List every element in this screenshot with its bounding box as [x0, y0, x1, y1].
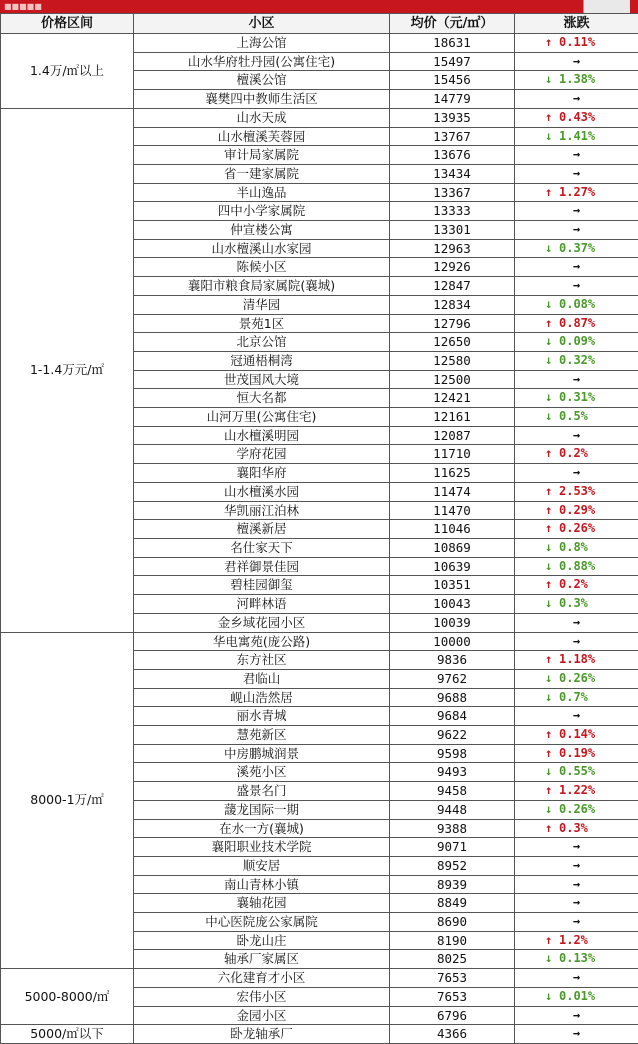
community-name: 清华园 — [134, 295, 390, 314]
community-name: 山水檀溪芙蓉园 — [134, 127, 390, 146]
average-price: 9622 — [390, 726, 515, 745]
average-price: 11474 — [390, 482, 515, 501]
average-price: 10869 — [390, 538, 515, 557]
arrow-up-icon: ↑ — [545, 745, 559, 763]
arrow-down-icon: ↓ — [545, 408, 559, 426]
community-name: 华凯丽江泊林 — [134, 501, 390, 520]
change-percent: 0.01% — [559, 989, 595, 1003]
community-name: 山水檀溪水园 — [134, 482, 390, 501]
average-price: 13767 — [390, 127, 515, 146]
average-price: 11625 — [390, 464, 515, 483]
arrow-down-icon: ↓ — [545, 71, 559, 89]
community-name: 檀溪公馆 — [134, 71, 390, 90]
average-price: 9448 — [390, 800, 515, 819]
arrow-down-icon: ↓ — [545, 988, 559, 1006]
community-name: 岘山浩然居 — [134, 688, 390, 707]
price-change — [515, 501, 638, 520]
price-change — [515, 726, 638, 745]
price-change — [515, 370, 638, 389]
community-name: 世茂国风大境 — [134, 370, 390, 389]
average-price: 13935 — [390, 108, 515, 127]
arrow-up-icon: ↑ — [545, 520, 559, 538]
change-percent: 0.3% — [559, 596, 588, 610]
community-name: 君临山 — [134, 669, 390, 688]
price-change — [515, 950, 638, 969]
price-change — [515, 838, 638, 857]
price-change — [515, 127, 638, 146]
arrow-up-icon: ↑ — [545, 445, 559, 463]
price-change — [515, 52, 638, 71]
table-row — [1, 108, 638, 127]
average-price: 15497 — [390, 52, 515, 71]
change-percent: 1.27% — [559, 185, 595, 199]
average-price: 12650 — [390, 333, 515, 352]
col-header-price: 均价（元/㎡） — [390, 14, 515, 34]
price-change — [515, 71, 638, 90]
average-price: 11470 — [390, 501, 515, 520]
average-price: 9598 — [390, 744, 515, 763]
community-name: 六化建育才小区 — [134, 969, 390, 988]
arrow-right-icon: → — [570, 876, 584, 894]
price-change — [515, 538, 638, 557]
community-name: 中房鹏城润景 — [134, 744, 390, 763]
average-price: 11046 — [390, 520, 515, 539]
community-name: 名仕家天下 — [134, 538, 390, 557]
average-price: 8952 — [390, 856, 515, 875]
price-change — [515, 277, 638, 296]
community-name: 中心医院庞公家属院 — [134, 913, 390, 932]
community-name: 襄阳职业技术学院 — [134, 838, 390, 857]
average-price: 4366 — [390, 1025, 515, 1044]
arrow-up-icon: ↑ — [545, 782, 559, 800]
price-range-label: 1-1.4万元/㎡ — [1, 108, 134, 632]
community-name: 襄轴花园 — [134, 894, 390, 913]
average-price: 13434 — [390, 164, 515, 183]
price-change — [515, 576, 638, 595]
table-row — [1, 34, 638, 53]
arrow-down-icon: ↓ — [545, 539, 559, 557]
average-price: 12087 — [390, 426, 515, 445]
arrow-down-icon: ↓ — [545, 950, 559, 968]
change-percent: 0.2% — [559, 577, 588, 591]
average-price: 9688 — [390, 688, 515, 707]
arrow-down-icon: ↓ — [545, 296, 559, 314]
community-name: 盛景名门 — [134, 782, 390, 801]
community-name: 宏伟小区 — [134, 987, 390, 1006]
change-percent: 0.31% — [559, 390, 595, 404]
price-change — [515, 239, 638, 258]
average-price: 9388 — [390, 819, 515, 838]
community-name: 山水天成 — [134, 108, 390, 127]
arrow-right-icon: → — [570, 894, 584, 912]
community-name: 省一建家属院 — [134, 164, 390, 183]
header-banner — [0, 0, 638, 13]
average-price: 10039 — [390, 613, 515, 632]
community-name: 襄阳市粮食局家属院(襄城) — [134, 277, 390, 296]
price-change — [515, 1025, 638, 1044]
price-change — [515, 202, 638, 221]
arrow-right-icon: → — [570, 258, 584, 276]
average-price: 9836 — [390, 651, 515, 670]
change-percent: 1.22% — [559, 783, 595, 797]
average-price: 12926 — [390, 258, 515, 277]
community-name: 君祥御景佳园 — [134, 557, 390, 576]
price-change — [515, 351, 638, 370]
price-change — [515, 445, 638, 464]
average-price: 9762 — [390, 669, 515, 688]
qr-badge-icon — [583, 0, 630, 13]
price-change — [515, 90, 638, 109]
price-change — [515, 913, 638, 932]
arrow-right-icon: → — [570, 277, 584, 295]
community-name: 襄樊四中教师生活区 — [134, 90, 390, 109]
average-price: 10351 — [390, 576, 515, 595]
change-percent: 0.2% — [559, 446, 588, 460]
change-percent: 0.8% — [559, 540, 588, 554]
change-percent: 0.88% — [559, 559, 595, 573]
community-name: 慧苑新区 — [134, 726, 390, 745]
average-price: 10639 — [390, 557, 515, 576]
price-change — [515, 632, 638, 651]
price-change — [515, 258, 638, 277]
arrow-down-icon: ↓ — [545, 240, 559, 258]
average-price: 9458 — [390, 782, 515, 801]
arrow-right-icon: → — [570, 464, 584, 482]
price-change — [515, 819, 638, 838]
change-percent: 0.13% — [559, 951, 595, 965]
average-price: 11710 — [390, 445, 515, 464]
price-change — [515, 894, 638, 913]
price-range-label: 5000/㎡以下 — [1, 1025, 134, 1044]
change-percent: 1.18% — [559, 652, 595, 666]
price-change — [515, 295, 638, 314]
price-change — [515, 482, 638, 501]
average-price: 12500 — [390, 370, 515, 389]
arrow-right-icon: → — [570, 146, 584, 164]
price-change — [515, 314, 638, 333]
community-name: 陈候小区 — [134, 258, 390, 277]
table-row — [1, 1025, 638, 1044]
price-change — [515, 557, 638, 576]
arrow-right-icon: → — [570, 838, 584, 856]
price-change — [515, 969, 638, 988]
community-name: 山水华府牡丹园(公寓住宅) — [134, 52, 390, 71]
arrow-right-icon: → — [570, 221, 584, 239]
change-percent: 1.41% — [559, 129, 595, 143]
average-price: 12847 — [390, 277, 515, 296]
change-percent: 0.3% — [559, 821, 588, 835]
community-name: 冠通梧桐湾 — [134, 351, 390, 370]
arrow-up-icon: ↑ — [545, 502, 559, 520]
community-name: 金园小区 — [134, 1006, 390, 1025]
change-percent: 0.5% — [559, 409, 588, 423]
average-price: 18631 — [390, 34, 515, 53]
price-change — [515, 688, 638, 707]
price-change — [515, 333, 638, 352]
change-percent: 2.53% — [559, 484, 595, 498]
change-percent: 0.26% — [559, 671, 595, 685]
arrow-up-icon: ↑ — [545, 34, 559, 52]
average-price: 10000 — [390, 632, 515, 651]
price-change — [515, 595, 638, 614]
community-name: 在水一方(襄城) — [134, 819, 390, 838]
average-price: 8690 — [390, 913, 515, 932]
community-name: 恒大名都 — [134, 389, 390, 408]
table-body — [1, 34, 638, 1044]
community-name: 山水檀溪明园 — [134, 426, 390, 445]
community-name: 檀溪新居 — [134, 520, 390, 539]
average-price: 12963 — [390, 239, 515, 258]
average-price: 6796 — [390, 1006, 515, 1025]
average-price: 7653 — [390, 987, 515, 1006]
change-percent: 0.14% — [559, 727, 595, 741]
arrow-up-icon: ↑ — [545, 184, 559, 202]
community-name: 四中小学家属院 — [134, 202, 390, 221]
average-price: 8849 — [390, 894, 515, 913]
table-header-row — [1, 14, 638, 34]
community-name: 上海公馆 — [134, 34, 390, 53]
community-name: 东方社区 — [134, 651, 390, 670]
community-name: 南山青林小镇 — [134, 875, 390, 894]
price-change — [515, 800, 638, 819]
arrow-up-icon: ↑ — [545, 651, 559, 669]
change-percent: 0.26% — [559, 521, 595, 535]
arrow-right-icon: → — [570, 165, 584, 183]
average-price: 7653 — [390, 969, 515, 988]
change-percent: 0.08% — [559, 297, 595, 311]
arrow-right-icon: → — [570, 202, 584, 220]
community-name: 半山逸品 — [134, 183, 390, 202]
arrow-right-icon: → — [570, 90, 584, 108]
price-change — [515, 183, 638, 202]
community-name: 蘐龙国际一期 — [134, 800, 390, 819]
community-name: 学府花园 — [134, 445, 390, 464]
price-change — [515, 875, 638, 894]
arrow-down-icon: ↓ — [545, 763, 559, 781]
average-price: 12796 — [390, 314, 515, 333]
price-change — [515, 520, 638, 539]
average-price: 12161 — [390, 408, 515, 427]
average-price: 8025 — [390, 950, 515, 969]
arrow-right-icon: → — [570, 427, 584, 445]
change-percent: 0.29% — [559, 503, 595, 517]
change-percent: 1.2% — [559, 933, 588, 947]
community-name: 碧桂园御玺 — [134, 576, 390, 595]
average-price: 12580 — [390, 351, 515, 370]
arrow-up-icon: ↑ — [545, 109, 559, 127]
arrow-right-icon: → — [570, 913, 584, 931]
average-price: 13333 — [390, 202, 515, 221]
average-price: 10043 — [390, 595, 515, 614]
price-change — [515, 856, 638, 875]
price-range-label: 1.4万/㎡以上 — [1, 34, 134, 109]
table-row — [1, 632, 638, 651]
arrow-down-icon: ↓ — [545, 352, 559, 370]
price-change — [515, 146, 638, 165]
arrow-right-icon: → — [570, 1025, 584, 1043]
arrow-down-icon: ↓ — [545, 389, 559, 407]
price-change — [515, 707, 638, 726]
average-price: 9684 — [390, 707, 515, 726]
arrow-right-icon: → — [570, 53, 584, 71]
arrow-up-icon: ↑ — [545, 315, 559, 333]
price-change — [515, 408, 638, 427]
price-change — [515, 464, 638, 483]
community-name: 卧龙轴承厂 — [134, 1025, 390, 1044]
arrow-right-icon: → — [570, 969, 584, 987]
price-change — [515, 34, 638, 53]
change-percent: 1.38% — [559, 72, 595, 86]
community-name: 山河万里(公寓住宅) — [134, 408, 390, 427]
col-header-name: 小区 — [134, 14, 390, 34]
price-change — [515, 744, 638, 763]
arrow-up-icon: ↑ — [545, 576, 559, 594]
community-name: 襄阳华府 — [134, 464, 390, 483]
change-percent: 0.19% — [559, 746, 595, 760]
price-change — [515, 613, 638, 632]
arrow-right-icon: → — [570, 371, 584, 389]
price-range-label: 8000-1万/㎡ — [1, 632, 134, 969]
average-price: 9071 — [390, 838, 515, 857]
arrow-down-icon: ↓ — [545, 801, 559, 819]
table-row — [1, 969, 638, 988]
community-name: 景苑1区 — [134, 314, 390, 333]
average-price: 13676 — [390, 146, 515, 165]
community-name: 仲宣楼公寓 — [134, 221, 390, 240]
price-range-label: 5000-8000/㎡ — [1, 969, 134, 1025]
arrow-up-icon: ↑ — [545, 932, 559, 950]
arrow-down-icon: ↓ — [545, 128, 559, 146]
change-percent: 0.26% — [559, 802, 595, 816]
community-name: 山水檀溪山水家园 — [134, 239, 390, 258]
community-name: 溪苑小区 — [134, 763, 390, 782]
average-price: 8190 — [390, 931, 515, 950]
average-price: 12834 — [390, 295, 515, 314]
arrow-right-icon: → — [570, 633, 584, 651]
price-change — [515, 108, 638, 127]
arrow-down-icon: ↓ — [545, 670, 559, 688]
average-price: 9493 — [390, 763, 515, 782]
community-name: 审计局家属院 — [134, 146, 390, 165]
community-name: 河畔林语 — [134, 595, 390, 614]
arrow-down-icon: ↓ — [545, 689, 559, 707]
price-change — [515, 931, 638, 950]
arrow-right-icon: → — [570, 857, 584, 875]
change-percent: 0.55% — [559, 764, 595, 778]
change-percent: 0.87% — [559, 316, 595, 330]
price-table — [0, 13, 638, 1044]
price-change — [515, 164, 638, 183]
community-name: 丽水青城 — [134, 707, 390, 726]
arrow-up-icon: ↑ — [545, 726, 559, 744]
arrow-up-icon: ↑ — [545, 483, 559, 501]
price-change — [515, 782, 638, 801]
arrow-down-icon: ↓ — [545, 595, 559, 613]
change-percent: 0.32% — [559, 353, 595, 367]
change-percent: 0.11% — [559, 35, 595, 49]
arrow-right-icon: → — [570, 1007, 584, 1025]
average-price: 8939 — [390, 875, 515, 894]
change-percent: 0.7% — [559, 690, 588, 704]
community-name: 卧龙山庄 — [134, 931, 390, 950]
price-change — [515, 389, 638, 408]
change-percent: 0.09% — [559, 334, 595, 348]
arrow-up-icon: ↑ — [545, 820, 559, 838]
col-header-range: 价格区间 — [1, 14, 134, 34]
price-change — [515, 221, 638, 240]
community-name: 轴承厂家属区 — [134, 950, 390, 969]
average-price: 13301 — [390, 221, 515, 240]
arrow-right-icon: → — [570, 707, 584, 725]
average-price: 13367 — [390, 183, 515, 202]
price-change — [515, 1006, 638, 1025]
change-percent: 0.43% — [559, 110, 595, 124]
community-name: 华电寓苑(庞公路) — [134, 632, 390, 651]
average-price: 15456 — [390, 71, 515, 90]
price-change — [515, 987, 638, 1006]
arrow-down-icon: ↓ — [545, 333, 559, 351]
price-change — [515, 426, 638, 445]
brand-logo: ■■■■■ — [4, 1, 42, 12]
col-header-change: 涨跌 — [515, 14, 638, 34]
price-change — [515, 763, 638, 782]
community-name: 北京公馆 — [134, 333, 390, 352]
community-name: 金乡域花园小区 — [134, 613, 390, 632]
arrow-down-icon: ↓ — [545, 558, 559, 576]
community-name: 顺安居 — [134, 856, 390, 875]
arrow-right-icon: → — [570, 614, 584, 632]
price-change — [515, 651, 638, 670]
average-price: 14779 — [390, 90, 515, 109]
average-price: 12421 — [390, 389, 515, 408]
change-percent: 0.37% — [559, 241, 595, 255]
price-change — [515, 669, 638, 688]
